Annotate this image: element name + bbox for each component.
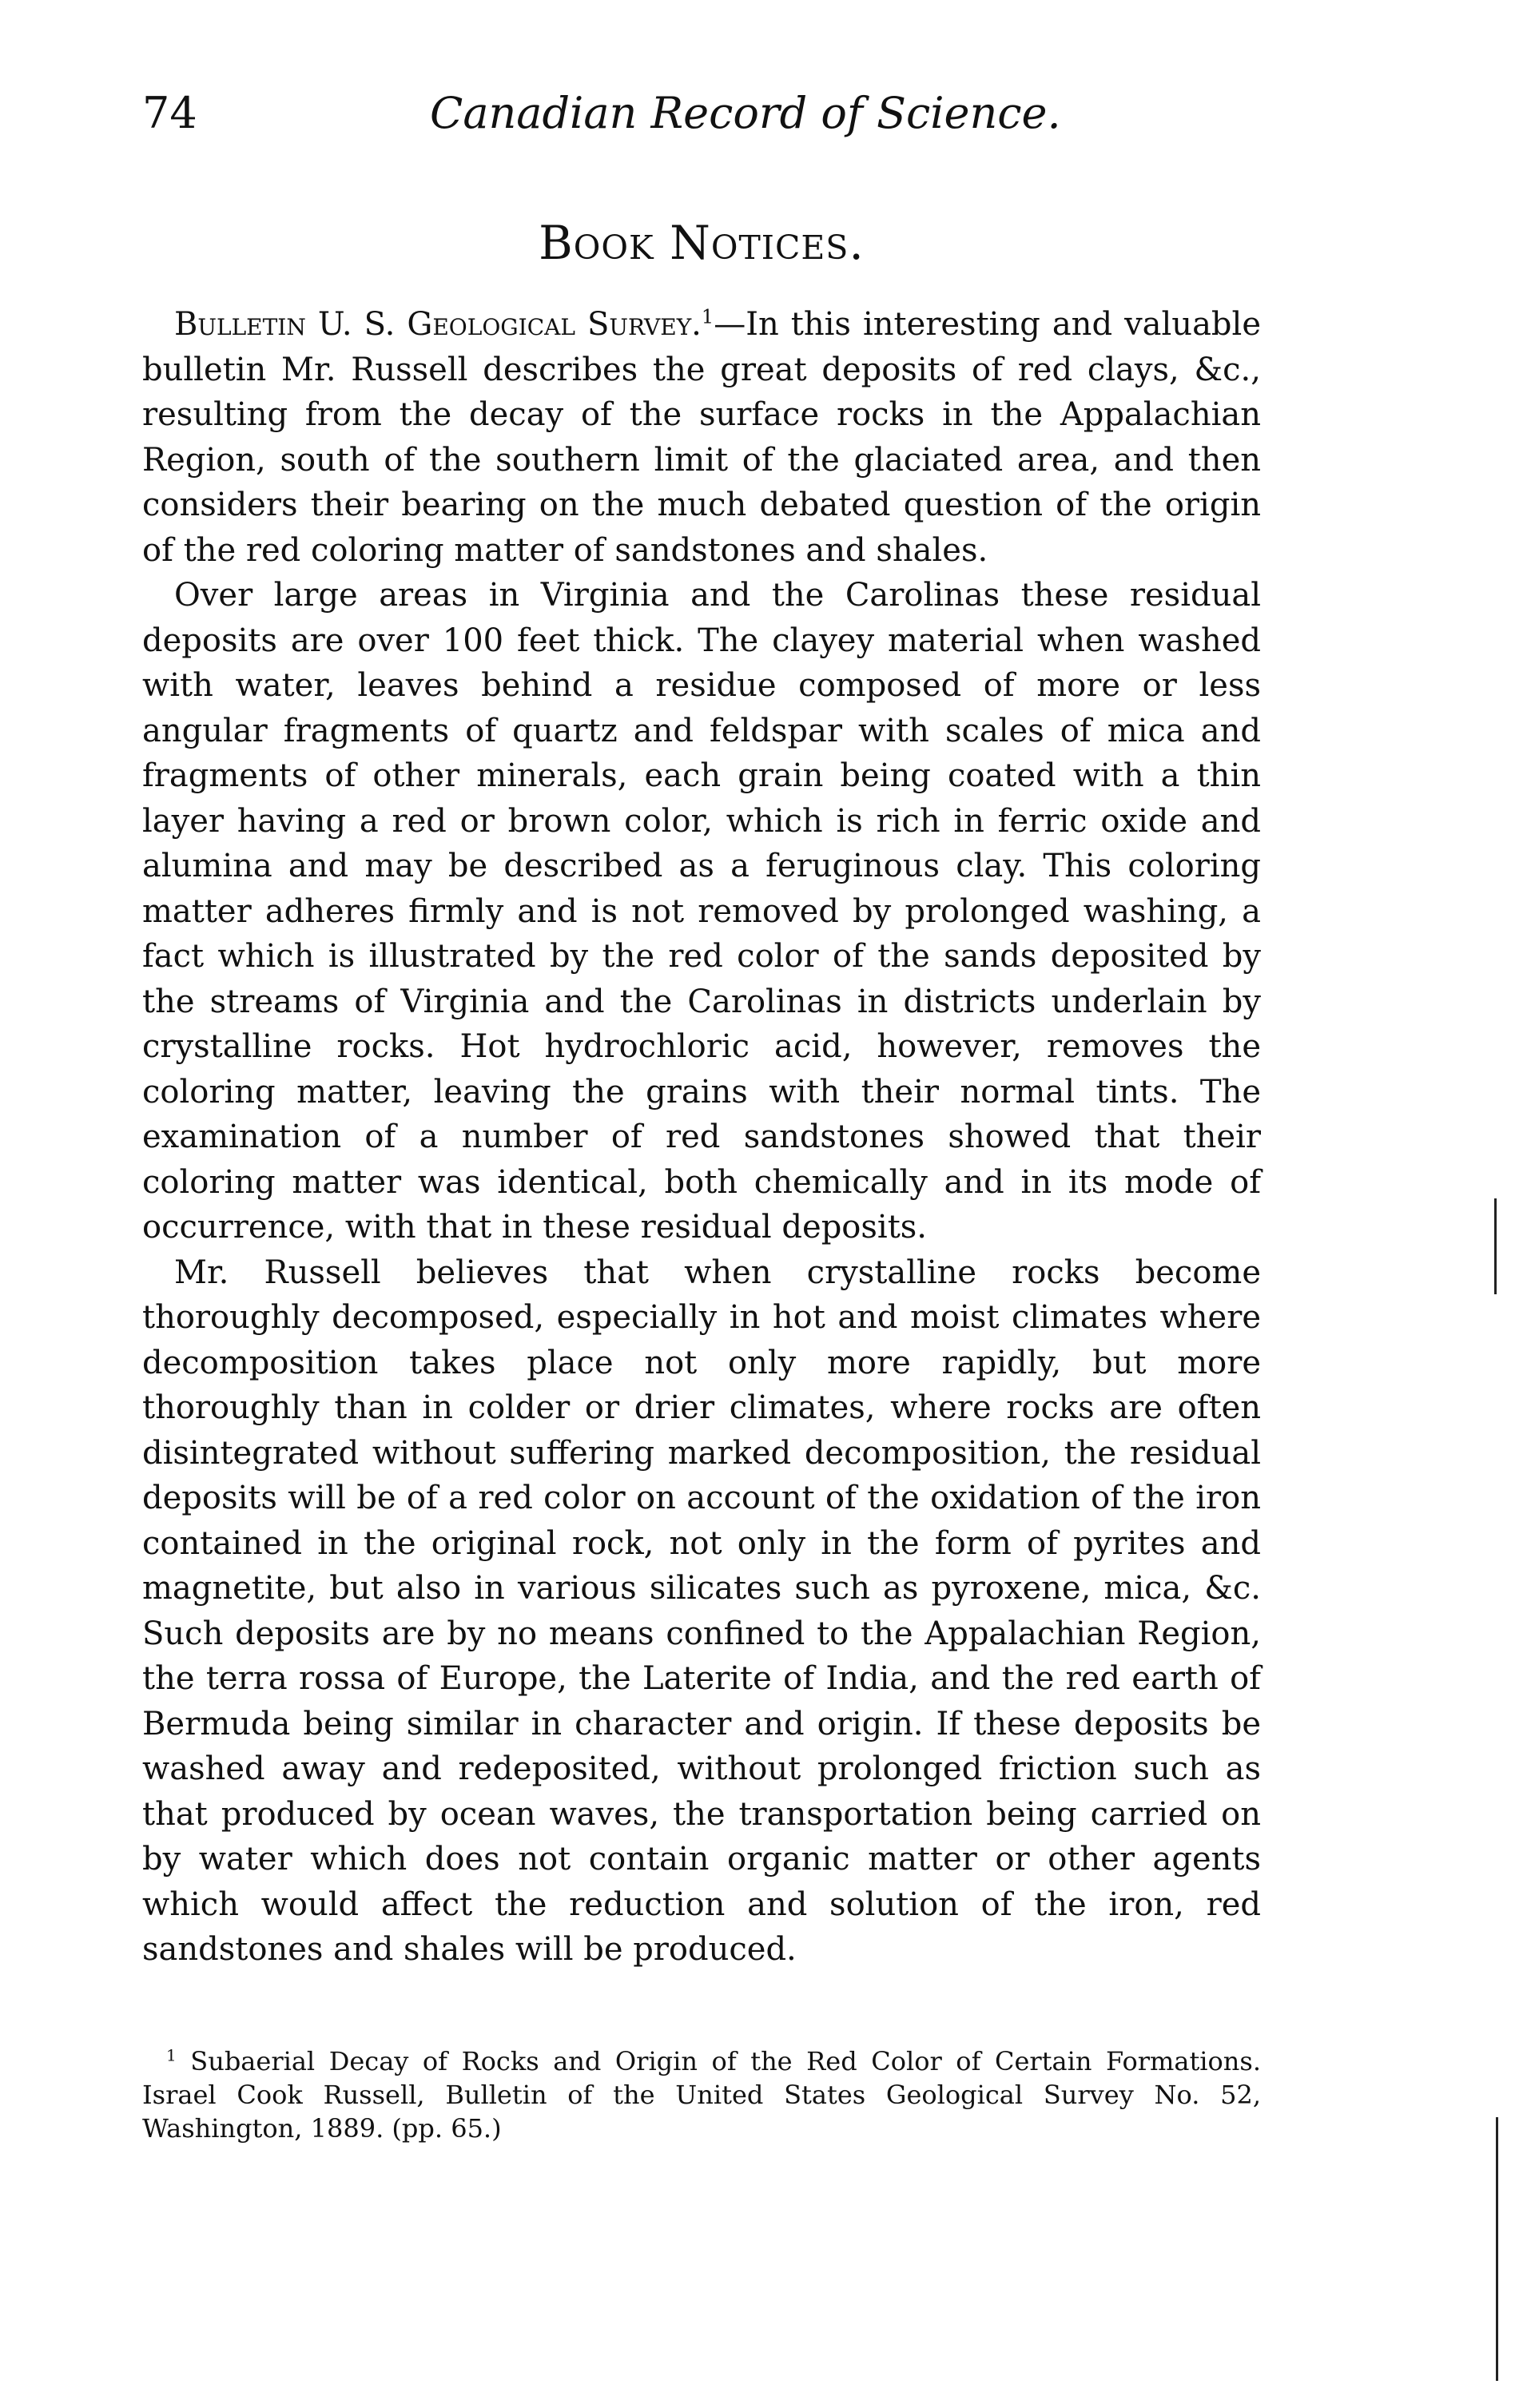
running-head: [142, 80, 1261, 152]
scan-edge-mark-lower: [1496, 2117, 1498, 2381]
footnote-marker: 1: [166, 2044, 177, 2064]
paragraph-1-text: —In this interesting and valuable bulletin Mr. Russell describes the great deposits of red clays, &c., resulting from the decay of the surface rocks in the Appalachian Region, south of the southern limit of the glaciated area, and then considers their bearing on the much debated question of the origin of the red coloring matter of sandstones and shales.: [142, 306, 1261, 569]
paragraph-1: [142, 302, 1261, 573]
journal-title: Canadian Record of Science.: [430, 88, 1061, 138]
page-number: 74: [142, 88, 197, 138]
article-lead-in: Bulletin U. S. Geological Survey.: [174, 306, 702, 343]
section-title: Book Notices.: [539, 216, 865, 270]
footnote: [142, 2044, 1261, 2145]
footnote-text: Subaerial Decay of Rocks and Origin of the Red Color of Certain Formations. Israel Cook Russell, Bulletin of the United States Geological Survey No. 52, Washington, 1889. (pp. 65.): [142, 2045, 1262, 2144]
page: [142, 80, 1261, 2145]
footnote-reference: 1: [701, 305, 714, 328]
article-body: [142, 302, 1261, 1973]
paragraph-2: Over large areas in Virginia and the Carolinas these residual deposits are over 100 feet thick. The clayey material when washed with water, leaves behind a residue composed of more or less angular fragments of quartz and feldspar with scales of mica and fragments of other minerals, each grain being coated with a thin layer having a red or brown color, which is rich in ferric oxide and alumina and may be described as a feruginous clay. This coloring matter adheres firmly and is not removed by prolonged washing, a fact which is illustrated by the red color of the sands deposited by the streams of Virginia and the Carolinas in districts underlain by crystalline rocks. Hot hydrochloric acid, however, removes the coloring matter, leaving the grains with their normal tints. The examination of a number of red sandstones showed that their coloring matter was identical, both chemically and in its mode of occurrence, with that in these residual deposits.: [142, 577, 1261, 1246]
scan-edge-mark: [1494, 1198, 1497, 1294]
paragraph-3: Mr. Russell believes that when crystalline rocks become thoroughly decomposed, especially in hot and moist climates where decomposition takes place not only more rapidly, but more thoroughly than in colder or drier climates, where rocks are often disintegrated without suffering marked decomposition, the residual deposits will be of a red color on account of the oxidation of the iron contained in the original rock, not only in the form of pyrites and magnetite, but also in various silicates such as pyroxene, mica, &c. Such deposits are by no means confined to the Appalachian Region, the terra rossa of Europe, the Laterite of India, and the red earth of Bermuda being similar in character and origin. If these deposits be washed away and redeposited, without prolonged friction such as that produced by ocean waves, the transportation being carried on by water which does not contain organic matter or other agents which would affect the reduction and solution of the iron, red sandstones and shales will be produced.: [142, 1254, 1261, 1968]
